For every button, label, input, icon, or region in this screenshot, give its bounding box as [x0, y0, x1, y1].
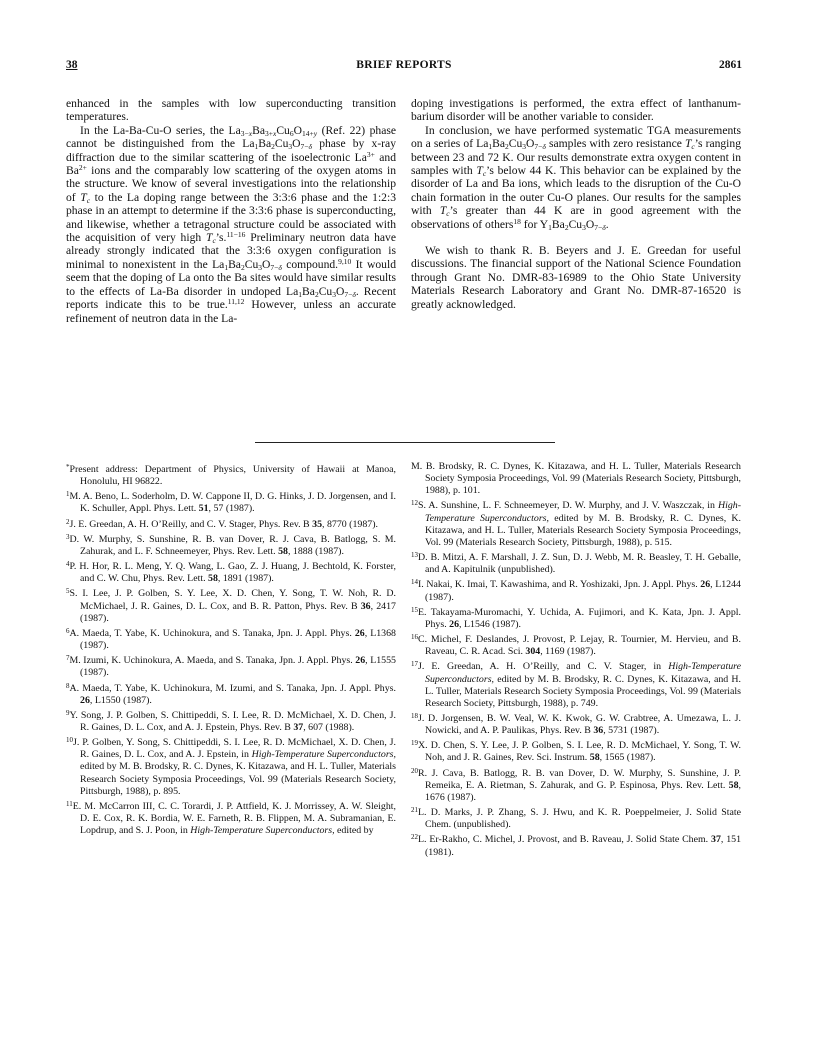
- reference-text: M. A. Beno, L. Soderholm, D. W. Cappone II, D. G. Hinks, J. D. Jorgensen, and I. K. Schuller, Appl. Phys. Lett. 51, 57 (1987).: [69, 491, 396, 515]
- reference-entry: [66, 652, 396, 679]
- footnote-divider: [255, 442, 555, 443]
- reference-number: 3: [66, 532, 70, 541]
- reference-entry: [411, 804, 741, 831]
- reference-number: 19: [411, 739, 418, 748]
- reference-entry: [66, 734, 396, 798]
- body-text-left-column: enhanced in the samples with low superconducting transition temperatures. In the La-Ba-Cu-O series, the $La_{3-x}Ba_{3+x}Cu_6O_{14+y}$ (Ref. 22) phase cannot be distinguished from the $La_1Ba_2Cu_3O_{7-\delta}$ phase by x-ray diffraction due to the similar scattering of the isoelectronic $La^{3+}$ and $Ba^{2+}$ ions and the comparably low scattering of the oxygen atoms in the structure. We know of several investigations into the relationship of $T_c$ to the La doping range between the 3:3:6 phase and the 1:2:3 phase in an attempt to determine if the 3:3:6 phase is superconducting, and likewise, whether a tetragonal structure could be associated with the acquisition of very high $T_c’s.^{11-16}$ Preliminary neutron data have already strongly indicated that the 3:3:6 oxygen configuration is minimal to nonexistent in the $La_1Ba_2Cu_3O_{7-\delta}$ compound.$^{9,10}$ It would seem that the doping of La onto the Ba sites would have similar results to the effects of La-Ba disorder in undoped $La_1Ba_2Cu_3O_{7-\delta}$. Recent reports indicate this to be true.$^{11,12}$ However, unless an accurate refinement of neutron data in the La-: [66, 97, 397, 325]
- reference-text: J. E. Greedan, A. H. O’Reilly, and C. V. Stager, in High-Temperature Superconductors, edited by M. B. Brodsky, R. C. Dynes, K. Kitazawa, and H. L. Tuller, Materials Research Society Symposia Proceedings, Vol. 99 (Materials Research Society, Pittsburgh, 1988), p. 749.: [418, 661, 741, 709]
- reference-number: 6: [66, 626, 70, 635]
- reference-number: 9: [66, 708, 70, 717]
- references-left-column: [66, 461, 396, 837]
- body-text-right-column: doping investigations is performed, the extra effect of lanthanum-barium disorder will be another variable to consider. In conclusion, we have performed systematic TGA measurements on a series of $La_1Ba_2Cu_3O_{7-\delta}$ samples with zero resistance $T_c’s$ ranging between 23 and 72 K. Our results demonstrate extra oxygen content in samples with $T_c’s$ below 44 K. This behavior can be explained by the disorder of La and Ba ions, which leads to the disruption of the Cu-O chain formation in the outer Cu-O planes. Our results for the samples with $T_c’s$ greater than 44 K are in good agreement with the observations of others$^{18}$ for $Y_1Ba_2Cu_3O_{7-\delta}$. We wish to thank R. B. Beyers and J. E. Greedan for useful discussions. The financial support of the National Science Foundation through Grant No. DMR-83-16989 to the Ohio State University Materials Research Laboratory and Grant No. DMR-87-16520 is greatly acknowledged.: [411, 97, 741, 311]
- reference-entry: [66, 625, 396, 652]
- reference-number: 1: [66, 490, 70, 499]
- reference-text: Y. Song, J. P. Golben, S. Chittipeddi, S. I. Lee, R. D. McMichael, X. D. Chen, J. R. Gaines, D. L. Cox, and A. J. Epstein, Phys. Rev. B 37, 607 (1988).: [69, 709, 396, 733]
- reference-text: J. P. Golben, Y. Song, S. Chittipeddi, S. I. Lee, R. D. McMichael, X. D. Chen, J. R. Gaines, D. L. Cox, and A. J. Epstein, in High-Temperature Superconductors, edited by M. B. Brodsky, R. C. Dynes, K. Kitazawa, and H. L. Tuller, Materials Research Society Symposia Proceedings, Vol. 99 (Materials Research Society, Pittsburgh, 1988), p. 895.: [73, 737, 396, 797]
- reference-number: 17: [411, 660, 418, 669]
- running-header: [66, 59, 742, 75]
- reference-entry: [66, 680, 396, 707]
- reference-entry: [66, 461, 396, 488]
- volume-number: 38: [66, 59, 78, 71]
- reference-number: 16: [411, 633, 418, 642]
- reference-number: 12: [411, 499, 418, 508]
- reference-text: I. Nakai, K. Imai, T. Kawashima, and R. Yoshizaki, Jpn. J. Appl. Phys. 26, L1244 (1987).: [418, 579, 741, 603]
- reference-entry: [411, 765, 741, 804]
- reference-text: Present address: Department of Physics, University of Hawaii at Manoa, Honolulu, HI 96822.: [69, 464, 396, 488]
- reference-entry: [66, 488, 396, 515]
- reference-text: A. Maeda, T. Yabe, K. Uchinokura, and S. Tanaka, Jpn. J. Appl. Phys. 26, L1368 (1987).: [69, 627, 396, 652]
- reference-number: 14: [411, 578, 418, 587]
- reference-number: 8: [66, 681, 70, 690]
- reference-text: S. I. Lee, J. P. Golben, S. Y. Lee, X. D. Chen, Y. Song, T. W. Noh, R. D. McMichael, J. R. Gaines, D. L. Cox, and B. R. Patton, Phys. Rev. B 36, 2417 (1987).: [69, 588, 396, 624]
- reference-entry: [411, 658, 741, 710]
- reference-number: 4: [66, 560, 70, 569]
- reference-number: 7: [66, 654, 70, 663]
- reference-number: 22: [411, 833, 418, 842]
- reference-entry: [411, 576, 741, 603]
- reference-entry: [66, 558, 396, 585]
- reference-entry: [411, 549, 741, 576]
- reference-text: R. J. Cava, B. Batlogg, R. B. van Dover, D. W. Murphy, S. Sunshine, J. P. Remeika, E. A. Rietman, S. Zahurak, and G. P. Espinosa, Phys. Rev. Lett. 58, 1676 (1987).: [418, 767, 741, 803]
- reference-number: 2: [66, 517, 70, 526]
- reference-text: E. M. McCarron III, C. C. Torardi, J. P. Attfield, K. J. Morrissey, A. W. Sleight, D. E. Cox, R. K. Bordia, W. E. Farneth, R. B. Flippen, M. A. Subramanian, E. Lopdrup, and S. J. Poon, in High-Temperature Superconductors, edited by: [72, 800, 396, 837]
- reference-entry: [66, 585, 396, 624]
- reference-number: 5: [66, 587, 70, 596]
- reference-number: 13: [411, 551, 418, 560]
- reference-text: L. Er-Rakho, C. Michel, J. Provost, and B. Raveau, J. Solid State Chem. 37, 151 (1981).: [418, 834, 742, 858]
- reference-text: E. Takayama-Muromachi, Y. Uchida, A. Fujimori, and K. Kata, Jpn. J. Appl. Phys. 26, L1546 (1987).: [418, 606, 741, 630]
- reference-text: D. W. Murphy, S. Sunshine, R. B. van Dover, R. J. Cava, B. Batlogg, S. M. Zahurak, and L. F. Schneemeyer, Phys. Rev. Lett. 58, 1888 (1987).: [69, 533, 396, 557]
- reference-text: M. B. Brodsky, R. C. Dynes, K. Kitazawa, and H. L. Tuller, Materials Research Society Symposia Proceedings, Vol. 99 (Materials Research Society, Pittsburgh, 1988), p. 101.: [411, 461, 741, 497]
- reference-number: 21: [411, 806, 418, 815]
- reference-entry: [411, 604, 741, 631]
- reference-entry: [66, 707, 396, 734]
- reference-text: M. Izumi, K. Uchinokura, A. Maeda, and S. Tanaka, Jpn. J. Appl. Phys. 26, L1555 (1987).: [69, 655, 396, 679]
- reference-text: L. D. Marks, J. P. Zhang, S. J. Hwu, and K. R. Poeppelmeier, J. Solid State Chem. (unpublished).: [418, 807, 741, 831]
- page-number: 2861: [719, 59, 742, 71]
- reference-text: X. D. Chen, S. Y. Lee, J. P. Golben, S. I. Lee, R. D. McMichael, Y. Song, T. W. Noh, and J. R. Gaines, Rev. Sci. Instrum. 58, 1565 (1987).: [418, 740, 741, 764]
- reference-entry: [411, 497, 741, 549]
- reference-number: 11: [66, 799, 73, 808]
- reference-text: D. B. Mitzi, A. F. Marshall, J. Z. Sun, D. J. Webb, M. R. Beasley, T. H. Geballe, and A. Kapitulnik (unpublished).: [418, 552, 741, 576]
- reference-text: J. E. Greedan, A. H. O’Reilly, and C. V. Stager, Phys. Rev. B 35, 8770 (1987).: [69, 518, 378, 530]
- reference-text: S. A. Sunshine, L. F. Schneemeyer, D. W. Murphy, and J. V. Waszczak, in High-Temperature Superconductors, edited by M. B. Brodsky, R. C. Dynes, K. Kitazawa, and H. L. Tuller, Materials Research Society Symposia Proceedings, Vol. 99 (Materials Research Society, Pittsburgh, 1988), p. 515.: [418, 500, 742, 548]
- reference-entry: [411, 461, 741, 497]
- reference-text: C. Michel, F. Deslandes, J. Provost, P. Lejay, R. Tournier, M. Hervieu, and B. Raveau, C. R. Acad. Sci. 304, 1169 (1987).: [418, 634, 741, 658]
- reference-entry: [411, 737, 741, 764]
- reference-entry: [411, 710, 741, 737]
- reference-text: P. H. Hor, R. L. Meng, Y. Q. Wang, L. Gao, Z. J. Huang, J. Bechtold, K. Forster, and C. W. Chu, Phys. Rev. Lett. 58, 1891 (1987).: [69, 561, 396, 585]
- reference-entry: [66, 798, 396, 837]
- reference-number: *: [66, 463, 70, 471]
- reference-number: 20: [411, 766, 418, 775]
- reference-entry: [411, 631, 741, 658]
- reference-number: 10: [66, 736, 73, 745]
- reference-entry: [66, 516, 396, 531]
- reference-number: 15: [411, 605, 418, 614]
- reference-text: A. Maeda, T. Yabe, K. Uchinokura, M. Izumi, and S. Tanaka, Jpn. J. Appl. Phys. 26, L1550 (1987).: [69, 682, 396, 706]
- reference-entry: [411, 831, 741, 858]
- reference-number: 18: [411, 711, 418, 720]
- reference-entry: [66, 531, 396, 558]
- references-right-column: [411, 461, 741, 859]
- reference-text: J. D. Jorgensen, B. W. Veal, W. K. Kwok, G. W. Crabtree, A. Umezawa, L. J. Nowicki, and A. P. Paulikas, Phys. Rev. B 36, 5731 (1987).: [418, 712, 741, 737]
- section-title: BRIEF REPORTS: [356, 59, 452, 71]
